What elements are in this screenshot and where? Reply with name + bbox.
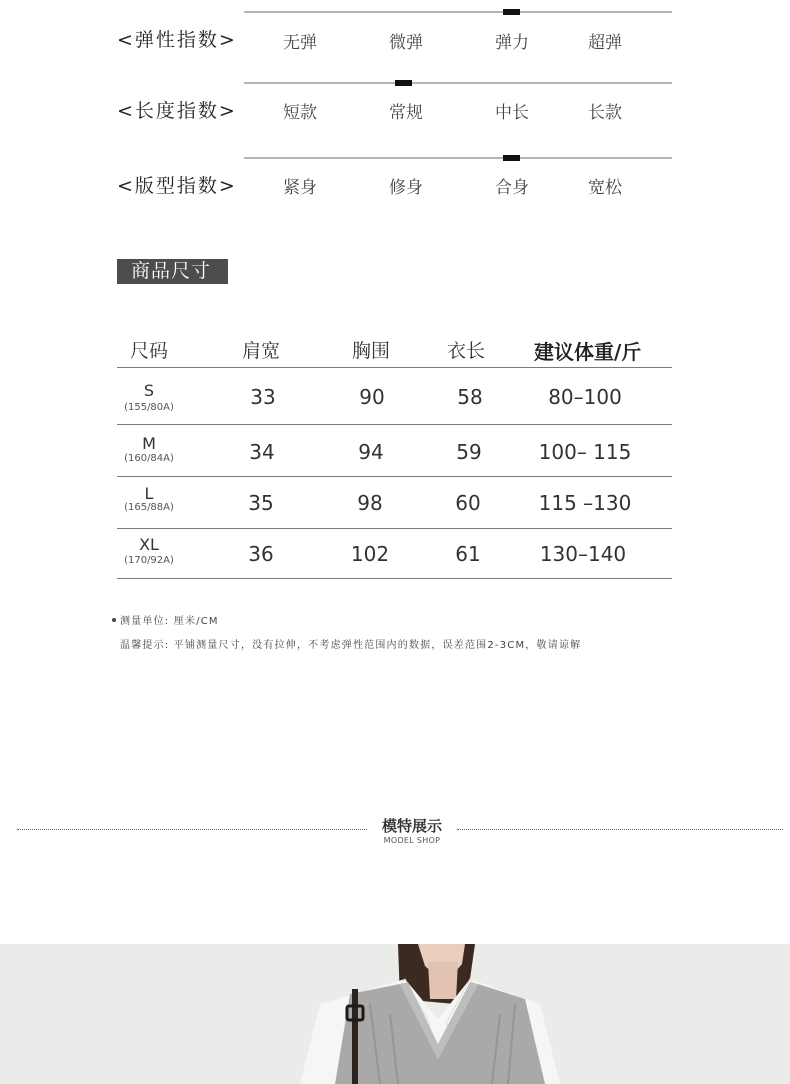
table-header-chest: 胸围 — [352, 340, 391, 362]
table-rule — [117, 578, 672, 579]
index-option: 超弹 — [588, 33, 622, 53]
length-cell: 61 — [455, 542, 481, 566]
table-header-weight: 建议体重/斤 — [534, 340, 642, 364]
model-show-title: 模特展示 — [381, 817, 442, 835]
bullet-icon — [112, 618, 116, 622]
index-track — [244, 82, 672, 84]
shoulder-cell: 35 — [248, 491, 274, 515]
index-option: 宽松 — [588, 178, 622, 198]
index-option: 弹力 — [495, 33, 529, 53]
table-rule — [117, 367, 672, 368]
index-option: 微弹 — [389, 33, 423, 53]
index-option: 紧身 — [283, 178, 317, 198]
index-option: 中长 — [495, 103, 529, 123]
size-code: XL — [139, 535, 159, 554]
chest-cell: 102 — [350, 542, 390, 566]
weight-cell: 115 –130 — [538, 491, 632, 515]
table-rule — [117, 424, 672, 425]
index-option: 长款 — [588, 103, 622, 123]
index-option: 无弹 — [283, 33, 317, 53]
size-code: S — [143, 381, 155, 400]
dotted-divider-right — [457, 829, 783, 830]
index-track — [244, 157, 672, 159]
weight-cell: 80–100 — [548, 385, 622, 409]
length-cell: 60 — [455, 491, 481, 515]
unit-note — [120, 612, 219, 627]
index-label: <版型指数> — [117, 175, 237, 197]
chest-cell: 90 — [359, 385, 385, 409]
section-title-badge: 商品尺寸 — [117, 259, 228, 284]
tip-note: 温馨提示: 平铺测量尺寸，没有拉伸，不考虑弹性范围内的数据，误差范围2-3CM，敬请谅解 — [120, 640, 582, 651]
table-header-size: 尺码 — [130, 340, 169, 362]
shoulder-cell: 36 — [248, 542, 274, 566]
shoulder-cell: 34 — [249, 440, 275, 464]
shoulder-cell: 33 — [250, 385, 276, 409]
model-show-subtitle: MODEL SHOP — [383, 836, 441, 845]
unit-note-text: 测量单位: 厘米/CM — [120, 616, 219, 627]
size-spec: (160/84A) — [124, 453, 174, 464]
length-cell: 59 — [456, 440, 482, 464]
index-track — [244, 11, 672, 13]
index-option: 修身 — [389, 178, 423, 198]
index-label: <长度指数> — [117, 100, 237, 122]
dotted-divider-left — [17, 829, 367, 830]
index-option: 常规 — [389, 103, 423, 123]
table-header-length: 衣长 — [447, 340, 486, 362]
length-cell: 58 — [457, 385, 483, 409]
size-spec: (170/92A) — [124, 555, 174, 566]
index-label: <弹性指数> — [117, 29, 237, 51]
index-option: 合身 — [495, 178, 529, 198]
index-marker — [503, 155, 520, 161]
model-photo — [0, 944, 790, 1084]
size-spec: (165/88A) — [124, 502, 174, 513]
index-marker — [395, 80, 412, 86]
table-rule — [117, 476, 672, 477]
index-option: 短款 — [283, 103, 317, 123]
table-header-shoulder: 肩宽 — [242, 340, 281, 362]
chest-cell: 94 — [358, 440, 384, 464]
table-rule — [117, 528, 672, 529]
weight-cell: 100– 115 — [538, 440, 632, 464]
size-spec: (155/80A) — [124, 402, 174, 413]
index-marker — [503, 9, 520, 15]
size-code: M — [142, 434, 156, 453]
chest-cell: 98 — [357, 491, 383, 515]
size-code: L — [144, 484, 154, 503]
model-photo-illustration — [0, 944, 790, 1084]
weight-cell: 130–140 — [539, 542, 627, 566]
